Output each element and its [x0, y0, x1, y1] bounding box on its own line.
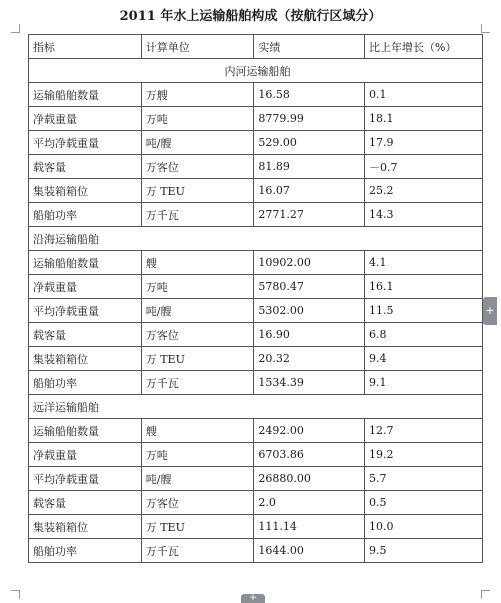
- table-row: [29, 467, 483, 491]
- growth-cell: 17.9: [365, 131, 483, 155]
- value-cell: 1644.00: [254, 539, 365, 563]
- table-row: [29, 491, 483, 515]
- indicator-cell: 净载重量: [29, 443, 142, 467]
- unit-cell: 万艘: [141, 83, 254, 107]
- growth-cell: 9.4: [365, 347, 483, 371]
- value-cell: 16.07: [254, 179, 365, 203]
- table-row: [29, 107, 483, 131]
- value-cell: 5302.00: [254, 299, 365, 323]
- crop-mark-top-left: [11, 24, 20, 33]
- indicator-cell: 平均净载重量: [29, 131, 142, 155]
- indicator-cell: 运输船舶数量: [29, 419, 142, 443]
- table-row: [29, 419, 483, 443]
- header-cell: 计算单位: [141, 35, 254, 59]
- table-row: [29, 323, 483, 347]
- section-row-ocean: [29, 395, 483, 419]
- value-cell: 111.14: [254, 515, 365, 539]
- table-row: [29, 83, 483, 107]
- unit-cell: 吨/艘: [141, 131, 254, 155]
- value-cell: 16.58: [254, 83, 365, 107]
- table-row: [29, 275, 483, 299]
- indicator-cell: 集装箱箱位: [29, 179, 142, 203]
- expand-side-tab[interactable]: [483, 297, 497, 325]
- table-row: [29, 371, 483, 395]
- unit-cell: 万客位: [141, 491, 254, 515]
- unit-cell: 万吨: [141, 275, 254, 299]
- value-cell: 26880.00: [254, 467, 365, 491]
- value-cell: 5780.47: [254, 275, 365, 299]
- unit-cell: 万千瓦: [141, 371, 254, 395]
- table-row: [29, 515, 483, 539]
- value-cell: 529.00: [254, 131, 365, 155]
- unit-cell: 万 TEU: [141, 179, 254, 203]
- indicator-cell: 集装箱箱位: [29, 515, 142, 539]
- value-cell: 2492.00: [254, 419, 365, 443]
- unit-cell: 万千瓦: [141, 539, 254, 563]
- growth-cell: 9.5: [365, 539, 483, 563]
- unit-cell: 万 TEU: [141, 347, 254, 371]
- unit-cell: 吨/艘: [141, 467, 254, 491]
- value-cell: 2.0: [254, 491, 365, 515]
- unit-cell: 万客位: [141, 323, 254, 347]
- indicator-cell: 运输船舶数量: [29, 251, 142, 275]
- table-row: [29, 539, 483, 563]
- growth-cell: －0.7: [365, 155, 483, 179]
- indicator-cell: 载客量: [29, 491, 142, 515]
- page-title: 2011 年水上运输船舶构成（按航行区域分）: [119, 9, 382, 24]
- value-cell: 2771.27: [254, 203, 365, 227]
- growth-cell: 14.3: [365, 203, 483, 227]
- unit-cell: 万 TEU: [141, 515, 254, 539]
- section-title: 远洋运输船舶: [29, 395, 483, 419]
- value-cell: 6703.86: [254, 443, 365, 467]
- indicator-cell: 平均净载重量: [29, 467, 142, 491]
- section-row-inland: [29, 59, 483, 83]
- value-cell: 10902.00: [254, 251, 365, 275]
- value-cell: 81.89: [254, 155, 365, 179]
- value-cell: 8779.99: [254, 107, 365, 131]
- table-row: [29, 203, 483, 227]
- unit-cell: 万吨: [141, 443, 254, 467]
- value-cell: 20.32: [254, 347, 365, 371]
- indicator-cell: 集装箱箱位: [29, 347, 142, 371]
- header-cell: 指标: [29, 35, 142, 59]
- indicator-cell: 船舶功率: [29, 203, 142, 227]
- table-row: [29, 131, 483, 155]
- vessel-composition-table: [28, 34, 483, 563]
- crop-mark-bottom-left: [11, 590, 20, 599]
- plus-icon: +: [485, 304, 495, 317]
- header-cell: 实绩: [254, 35, 365, 59]
- growth-cell: 11.5: [365, 299, 483, 323]
- table-row: [29, 299, 483, 323]
- growth-cell: 5.7: [365, 467, 483, 491]
- section-title: 沿海运输船舶: [29, 227, 483, 251]
- growth-cell: 25.2: [365, 179, 483, 203]
- unit-cell: 艘: [141, 251, 254, 275]
- crop-mark-bottom-right: [481, 590, 490, 599]
- indicator-cell: 载客量: [29, 155, 142, 179]
- growth-cell: 6.8: [365, 323, 483, 347]
- table-row: [29, 179, 483, 203]
- growth-cell: 0.1: [365, 83, 483, 107]
- growth-cell: 19.2: [365, 443, 483, 467]
- growth-cell: 9.1: [365, 371, 483, 395]
- expand-bottom-tab[interactable]: [241, 594, 265, 603]
- indicator-cell: 船舶功率: [29, 539, 142, 563]
- crop-mark-top-right: [481, 24, 490, 33]
- plus-icon: +: [249, 593, 257, 603]
- table-row: [29, 443, 483, 467]
- table-header-row: [29, 35, 483, 59]
- growth-cell: 10.0: [365, 515, 483, 539]
- table-row: [29, 155, 483, 179]
- section-title: 内河运输船舶: [29, 59, 483, 83]
- growth-cell: 16.1: [365, 275, 483, 299]
- unit-cell: 万客位: [141, 155, 254, 179]
- unit-cell: 万吨: [141, 107, 254, 131]
- indicator-cell: 净载重量: [29, 107, 142, 131]
- growth-cell: 0.5: [365, 491, 483, 515]
- indicator-cell: 净载重量: [29, 275, 142, 299]
- section-row-coastal: [29, 227, 483, 251]
- table-row: [29, 251, 483, 275]
- indicator-cell: 载客量: [29, 323, 142, 347]
- growth-cell: 18.1: [365, 107, 483, 131]
- header-cell: 比上年增长（%）: [365, 35, 483, 59]
- unit-cell: 吨/艘: [141, 299, 254, 323]
- value-cell: 1534.39: [254, 371, 365, 395]
- table-row: [29, 347, 483, 371]
- growth-cell: 4.1: [365, 251, 483, 275]
- unit-cell: 艘: [141, 419, 254, 443]
- indicator-cell: 平均净载重量: [29, 299, 142, 323]
- indicator-cell: 运输船舶数量: [29, 83, 142, 107]
- value-cell: 16.90: [254, 323, 365, 347]
- indicator-cell: 船舶功率: [29, 371, 142, 395]
- unit-cell: 万千瓦: [141, 203, 254, 227]
- growth-cell: 12.7: [365, 419, 483, 443]
